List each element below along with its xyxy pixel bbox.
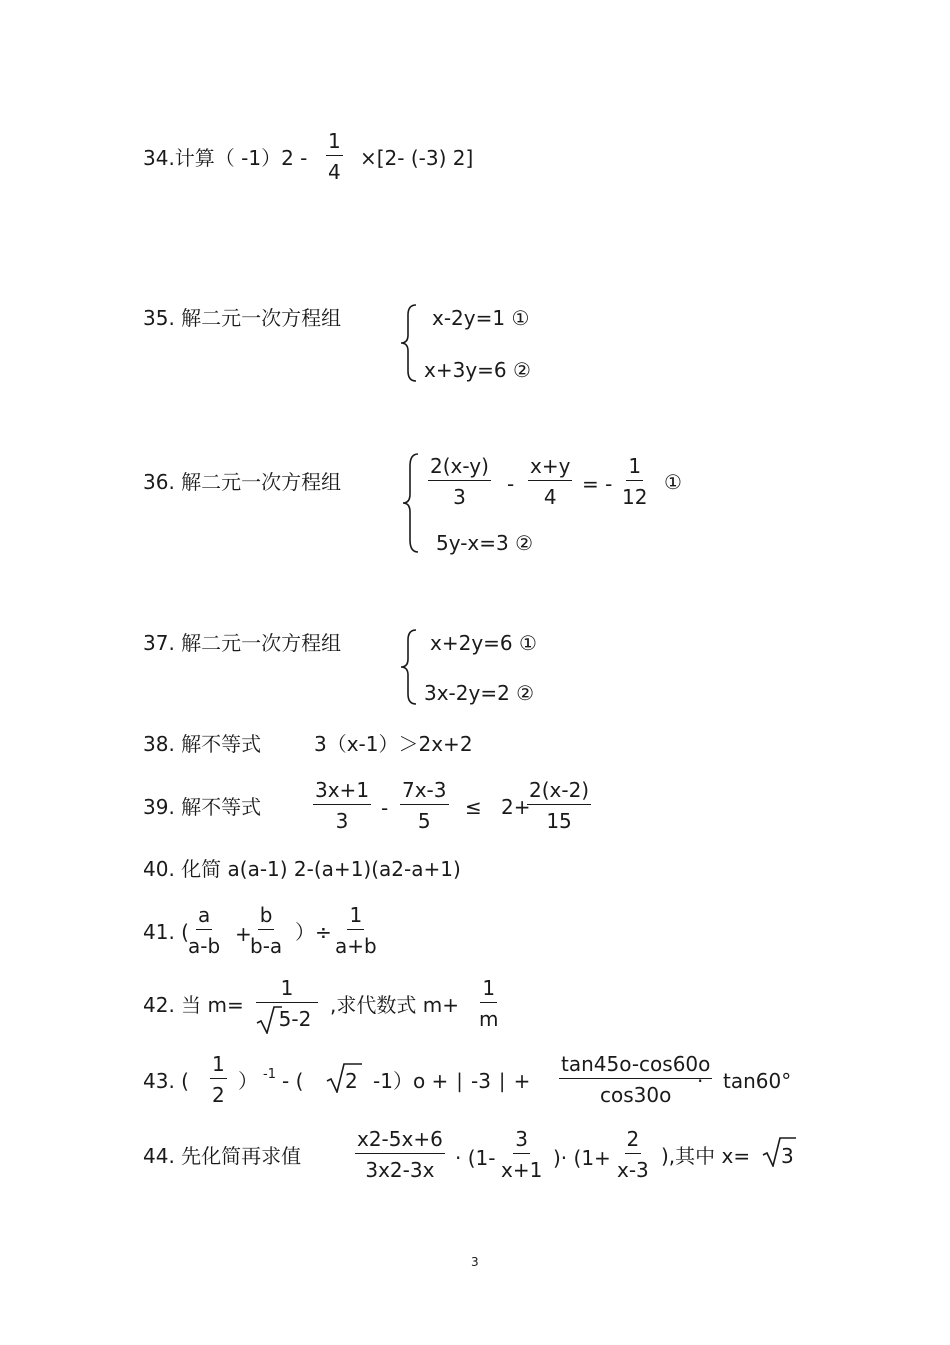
q39-f3-den: 15 <box>546 809 572 833</box>
q36-fraction-2 <box>528 456 572 507</box>
q44-sqrt-value: 3 <box>781 1144 794 1168</box>
q36-f3-den: 12 <box>622 485 648 509</box>
q43-label: 43. ( <box>143 1069 189 1093</box>
q37-brace-icon <box>398 628 420 706</box>
q37-eq1: x+2y=6 ① <box>430 631 537 655</box>
q43-exponent: -1 <box>263 1067 276 1082</box>
q43-minus-paren: - ( <box>282 1069 304 1093</box>
q36-f2-den: 4 <box>543 485 557 509</box>
q36-equals: = - <box>582 472 613 496</box>
q43-rest: -1）o + ∣ -3 ∣ + <box>373 1069 531 1093</box>
q39-minus: - <box>381 796 389 820</box>
q42-sqrt-icon <box>256 1006 282 1034</box>
q41-label: 41. ( <box>143 920 189 944</box>
q36-eq2: 5y-x=3 ② <box>436 531 534 555</box>
q36-f3-num: 1 <box>626 456 643 481</box>
page-number: 3 <box>471 1255 479 1269</box>
q43-fraction-1 <box>210 1054 227 1105</box>
q44-f2-den: x+1 <box>501 1158 543 1182</box>
q36-f1-den: 3 <box>453 485 466 509</box>
q36-fraction-1 <box>428 456 491 507</box>
q41-fraction-1 <box>188 905 220 956</box>
q36-fraction-3 <box>622 456 647 507</box>
q44-f3-den: x-3 <box>617 1158 649 1182</box>
q39-two-plus: 2+ <box>501 795 531 819</box>
q41-f2-num: b <box>258 905 275 930</box>
q41-f1-num: a <box>196 905 212 930</box>
q38-label: 38. 解不等式 <box>143 732 262 756</box>
q35-label: 35. 解二元一次方程组 <box>143 306 342 330</box>
q36-f2-num: x+y <box>528 456 572 481</box>
q44-f2-num: 3 <box>513 1129 530 1154</box>
q39-le: ≤ <box>465 795 482 819</box>
q41-f2-den: b-a <box>250 934 283 958</box>
q44-part3: ),其中 x= <box>661 1144 751 1168</box>
q44-fraction-2 <box>501 1129 542 1180</box>
q43-fraction-2 <box>559 1054 712 1105</box>
q44-label: 44. 先化简再求值 <box>143 1144 302 1168</box>
q40-text: 40. 化简 a(a-1) 2-(a+1)(a2-a+1) <box>143 857 461 881</box>
q34-suffix: ×[2- (-3) 2] <box>360 146 474 170</box>
q44-fraction-3 <box>617 1129 649 1180</box>
q41-f3-den: a+b <box>335 934 377 958</box>
q43-f1-num: 1 <box>210 1054 227 1079</box>
q43-close: ） <box>238 1069 258 1093</box>
q35-eq2: x+3y=6 ② <box>424 358 531 382</box>
q39-fraction-1 <box>313 780 371 831</box>
q35-eq1: x-2y=1 ① <box>432 306 530 330</box>
q42-label: 42. 当 m= <box>143 993 244 1017</box>
q39-f1-den: 3 <box>335 809 349 833</box>
q43-tan: tan60° <box>723 1069 792 1093</box>
q37-label: 37. 解二元一次方程组 <box>143 631 342 655</box>
q44-f3-num: 2 <box>625 1129 642 1154</box>
q42-f1-num: 1 <box>256 978 318 1003</box>
q37-eq2: 3x-2y=2 ② <box>424 681 535 705</box>
q42-f1-den: 5-2 <box>278 1007 312 1031</box>
q42-mid: ,求代数式 m+ <box>330 993 459 1017</box>
q41-plus: + <box>235 922 252 946</box>
q44-f1-num: x2-5x+6 <box>355 1129 445 1154</box>
q34-frac-num: 1 <box>326 131 343 156</box>
q41-f1-den: a-b <box>188 934 221 958</box>
q44-fraction-1 <box>355 1129 445 1180</box>
q36-mark-1: ① <box>664 470 682 494</box>
q41-fraction-2 <box>250 905 282 956</box>
q43-f2-den: cos30o <box>600 1083 672 1107</box>
q34-frac-den: 4 <box>328 160 341 184</box>
q35-brace-icon <box>398 303 420 383</box>
q36-brace-icon <box>400 452 422 554</box>
q41-fraction-3 <box>335 905 377 956</box>
q39-fraction-2 <box>400 780 449 831</box>
q34-fraction <box>326 131 343 182</box>
q39-f2-den: 5 <box>417 809 431 833</box>
q43-f1-den: 2 <box>212 1083 225 1107</box>
q43-sqrt-value: 2 <box>345 1069 358 1093</box>
q43-f2-num: tan45o-cos60o <box>559 1054 712 1079</box>
q36-label: 36. 解二元一次方程组 <box>143 470 342 494</box>
q39-f1-num: 3x+1 <box>313 780 371 805</box>
q43-dot: · <box>697 1069 704 1093</box>
q42-f2-den: m <box>479 1007 499 1031</box>
q44-f1-den: 3x2-3x <box>365 1158 435 1182</box>
q39-label: 39. 解不等式 <box>143 795 262 819</box>
q44-part2: )· (1+ <box>553 1146 611 1170</box>
q41-close: ）÷ <box>295 920 332 944</box>
q42-fraction-2 <box>479 978 498 1029</box>
q38-expression: 3（x-1）＞2x+2 <box>314 732 473 756</box>
q42-f2-num: 1 <box>480 978 497 1003</box>
q39-f3-num: 2(x-2) <box>527 780 591 805</box>
q36-minus: - <box>507 472 515 496</box>
q36-f1-num: 2(x-y) <box>428 456 491 481</box>
q41-f3-num: 1 <box>347 905 364 930</box>
q39-fraction-3 <box>527 780 591 831</box>
q34-prefix: 34.计算（ -1）2 - <box>143 146 308 170</box>
q39-f2-num: 7x-3 <box>400 780 449 805</box>
q44-part1: · (1- <box>455 1146 496 1170</box>
